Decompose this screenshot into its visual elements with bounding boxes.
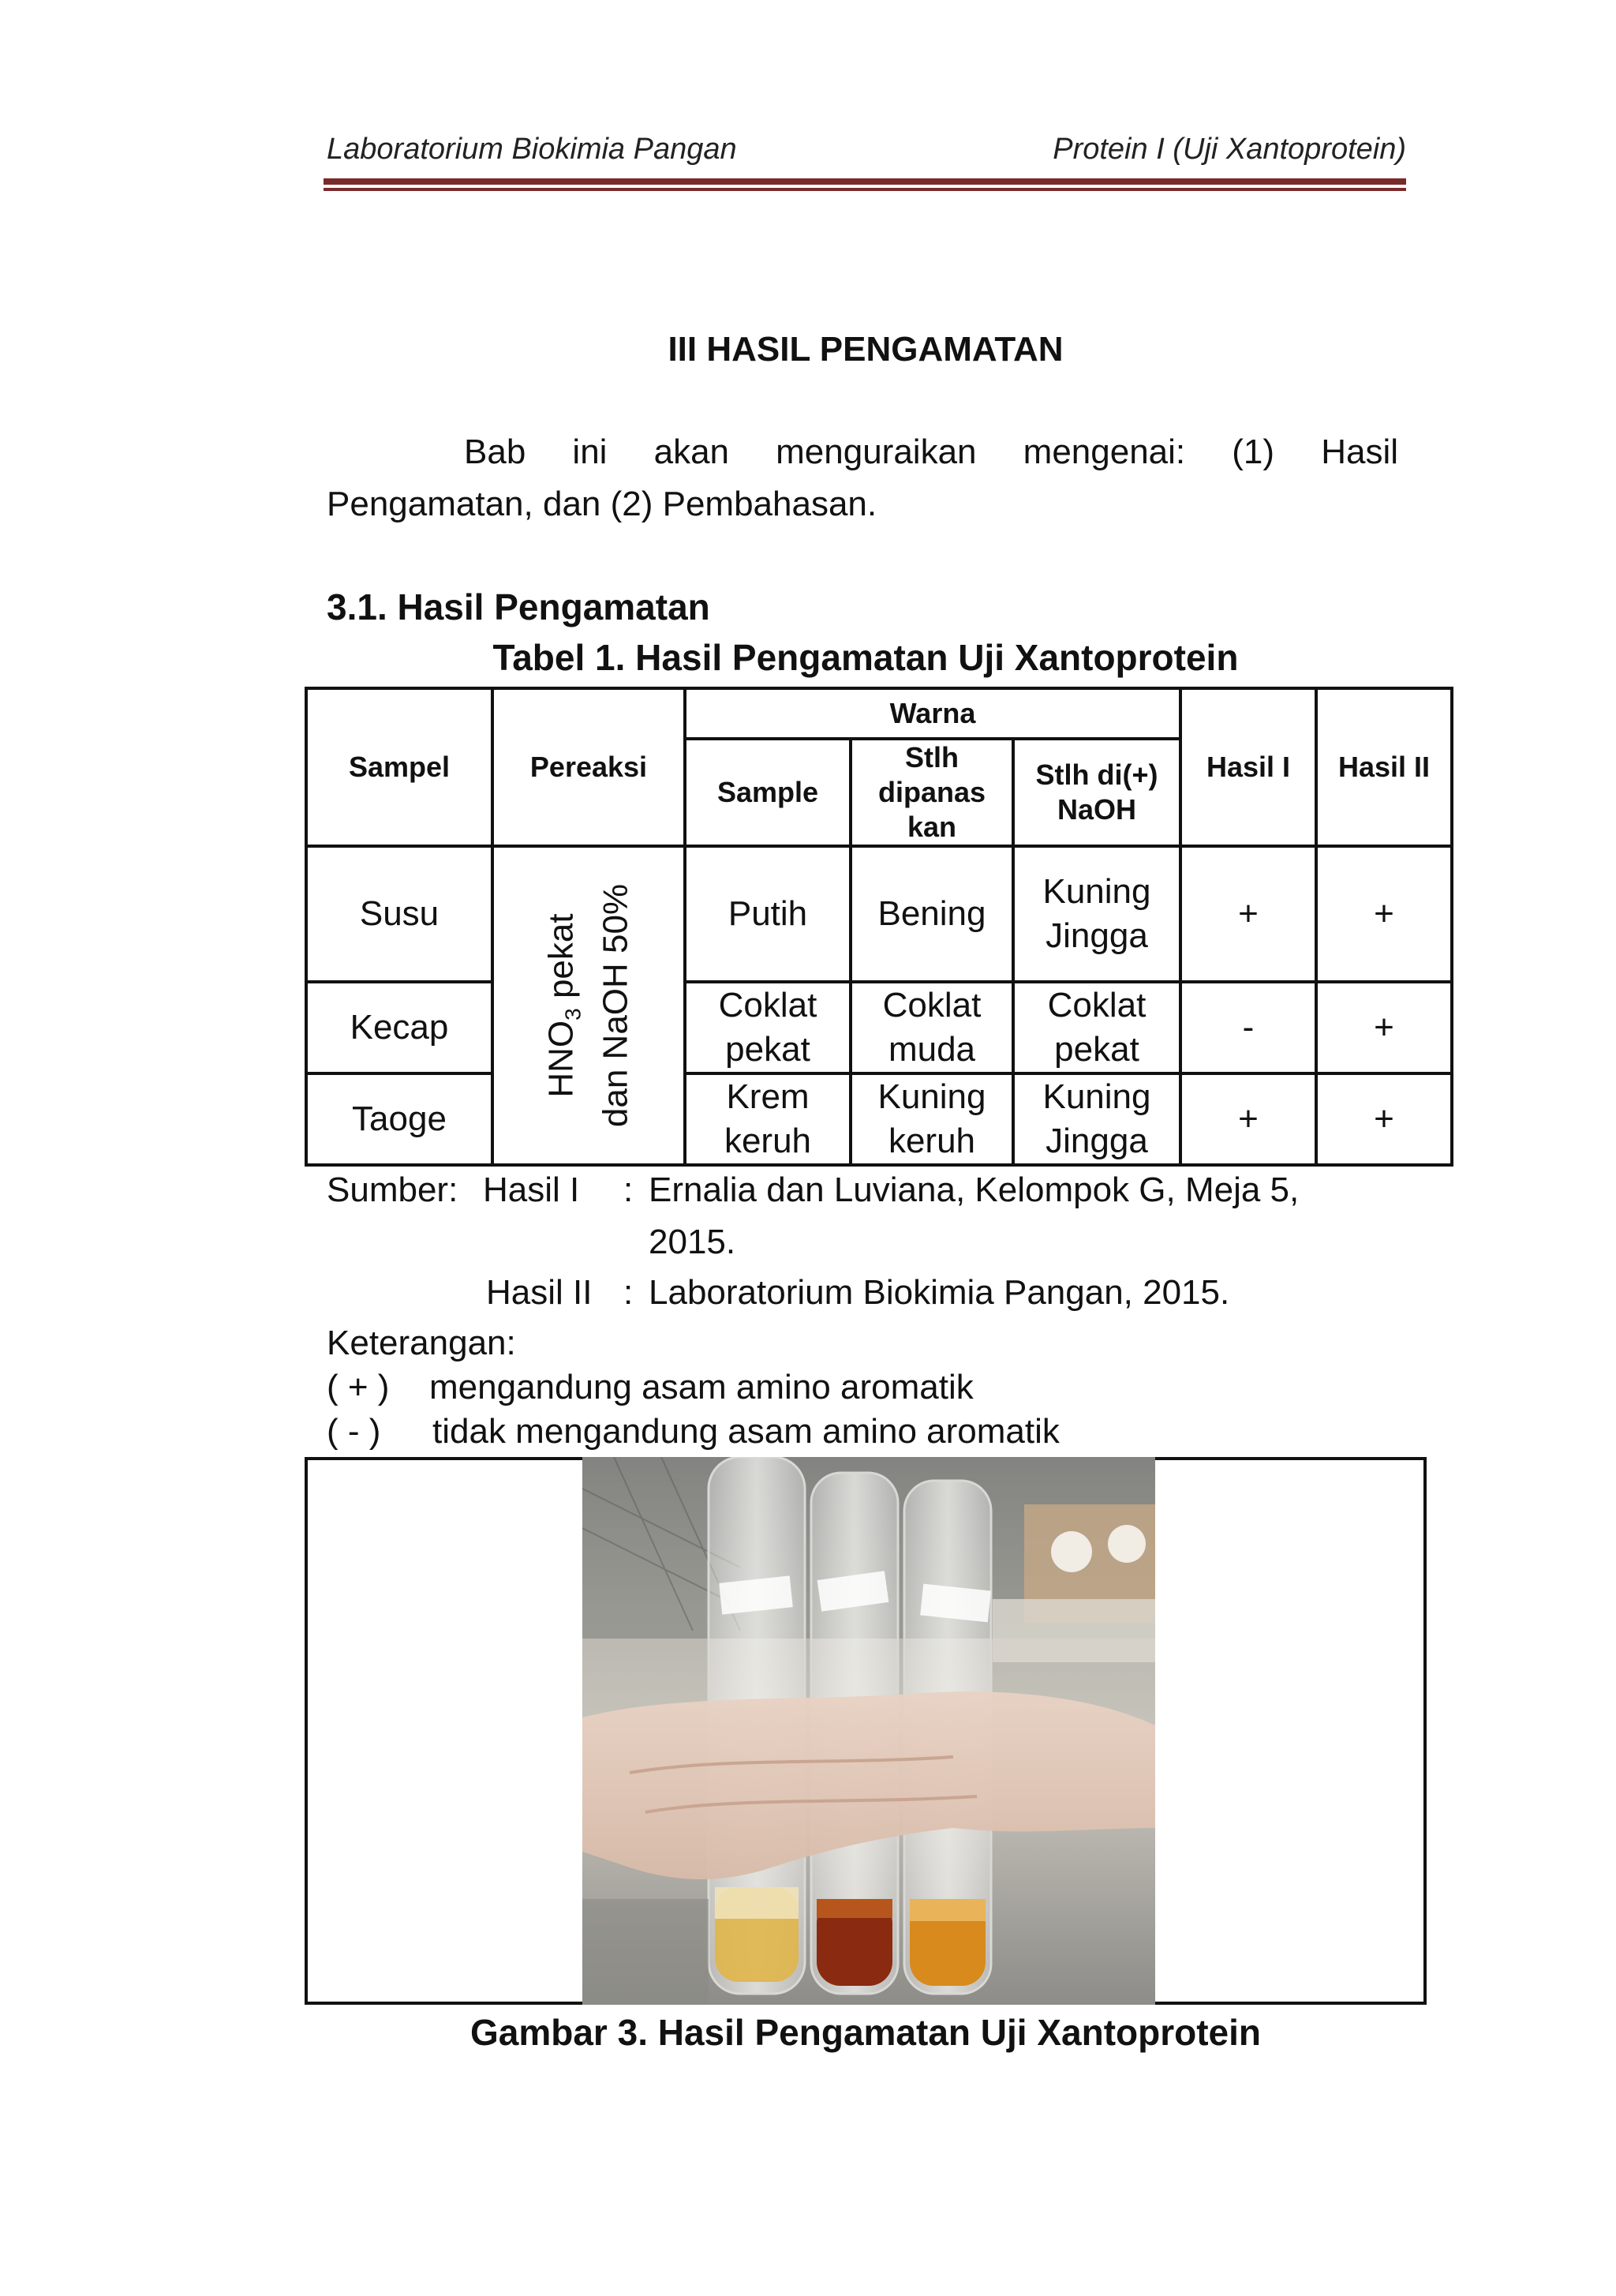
source-label: Sumber: (327, 1170, 458, 1209)
cell-hasil-2: + (1316, 982, 1452, 1073)
source-hasil-1-label: Hasil I (483, 1170, 580, 1209)
source-colon: : (623, 1170, 634, 1209)
intro-line-2: Pengamatan, dan (2) Pembahasan. (327, 485, 877, 523)
cell-dipanaskan: Bening (851, 846, 1013, 982)
header-dipanaskan: Stlh dipanas kan (851, 739, 1013, 846)
notes-title: Keterangan: (327, 1324, 516, 1362)
cell-dipanaskan: Kuning keruh (851, 1073, 1013, 1165)
header-left: Laboratorium Biokimia Pangan (327, 133, 737, 166)
note-symbol-plus: ( + ) (327, 1368, 390, 1406)
note-text: tidak mengandung asam amino aromatik (432, 1412, 1060, 1451)
source-hasil-2-text: Laboratorium Biokimia Pangan, 2015. (649, 1273, 1230, 1312)
cell-sampel: Taoge (306, 1073, 492, 1165)
header-hasil-2: Hasil II (1316, 688, 1452, 846)
header-sample: Sample (685, 739, 851, 846)
cell-hasil-2: + (1316, 1073, 1452, 1165)
header-hasil-1: Hasil I (1180, 688, 1316, 846)
figure-caption: Gambar 3. Hasil Pengamatan Uji Xantoprotein (469, 2012, 1262, 2053)
intro-line-1: Bab ini akan menguraikan mengenai: (1) Hasil (464, 433, 1398, 471)
section-title: 3.1. Hasil Pengamatan (327, 586, 710, 627)
test-tubes-photo (582, 1457, 1155, 2005)
cell-sample: Coklat pekat (685, 982, 851, 1073)
header-naoh: Stlh di(+) NaOH (1013, 739, 1180, 846)
result-table (305, 687, 1453, 1167)
cell-hasil-1: + (1180, 846, 1316, 982)
cell-sample: Putih (685, 846, 851, 982)
header-rule (324, 178, 1406, 185)
cell-hasil-1: + (1180, 1073, 1316, 1165)
table-caption: Tabel 1. Hasil Pengamatan Uji Xantoprotein (492, 637, 1239, 678)
header-sampel: Sampel (306, 688, 492, 846)
source-hasil-2-label: Hasil II (486, 1273, 593, 1312)
source-hasil-1-text: Ernalia dan Luviana, Kelompok G, Meja 5, (649, 1170, 1300, 1209)
cell-sample: Krem keruh (685, 1073, 851, 1165)
cell-dipanaskan: Coklat muda (851, 982, 1013, 1073)
header-right: Protein I (Uji Xantoprotein) (1053, 133, 1406, 166)
header-pereaksi: Pereaksi (492, 688, 685, 846)
cell-pereaksi (492, 846, 685, 1165)
source-colon: : (623, 1273, 634, 1312)
source-hasil-1-text-2: 2015. (649, 1223, 736, 1261)
test-tubes-illustration (582, 1457, 1155, 2005)
cell-naoh: Kuning Jingga (1013, 1073, 1180, 1165)
cell-naoh: Coklat pekat (1013, 982, 1180, 1073)
reagent-text: $HNO_3$ pekat dan NaOH 50% (541, 883, 635, 1128)
chapter-title: III HASIL PENGAMATAN (668, 330, 1064, 369)
cell-sampel: Kecap (306, 982, 492, 1073)
cell-hasil-2: + (1316, 846, 1452, 982)
header-rule-thin (324, 188, 1406, 191)
header-warna: Warna (685, 688, 1180, 739)
cell-sampel: Susu (306, 846, 492, 982)
cell-naoh: Kuning Jingga (1013, 846, 1180, 982)
cell-hasil-1: - (1180, 982, 1316, 1073)
note-text: mengandung asam amino aromatik (429, 1368, 974, 1406)
note-symbol-minus: ( - ) (327, 1412, 381, 1451)
